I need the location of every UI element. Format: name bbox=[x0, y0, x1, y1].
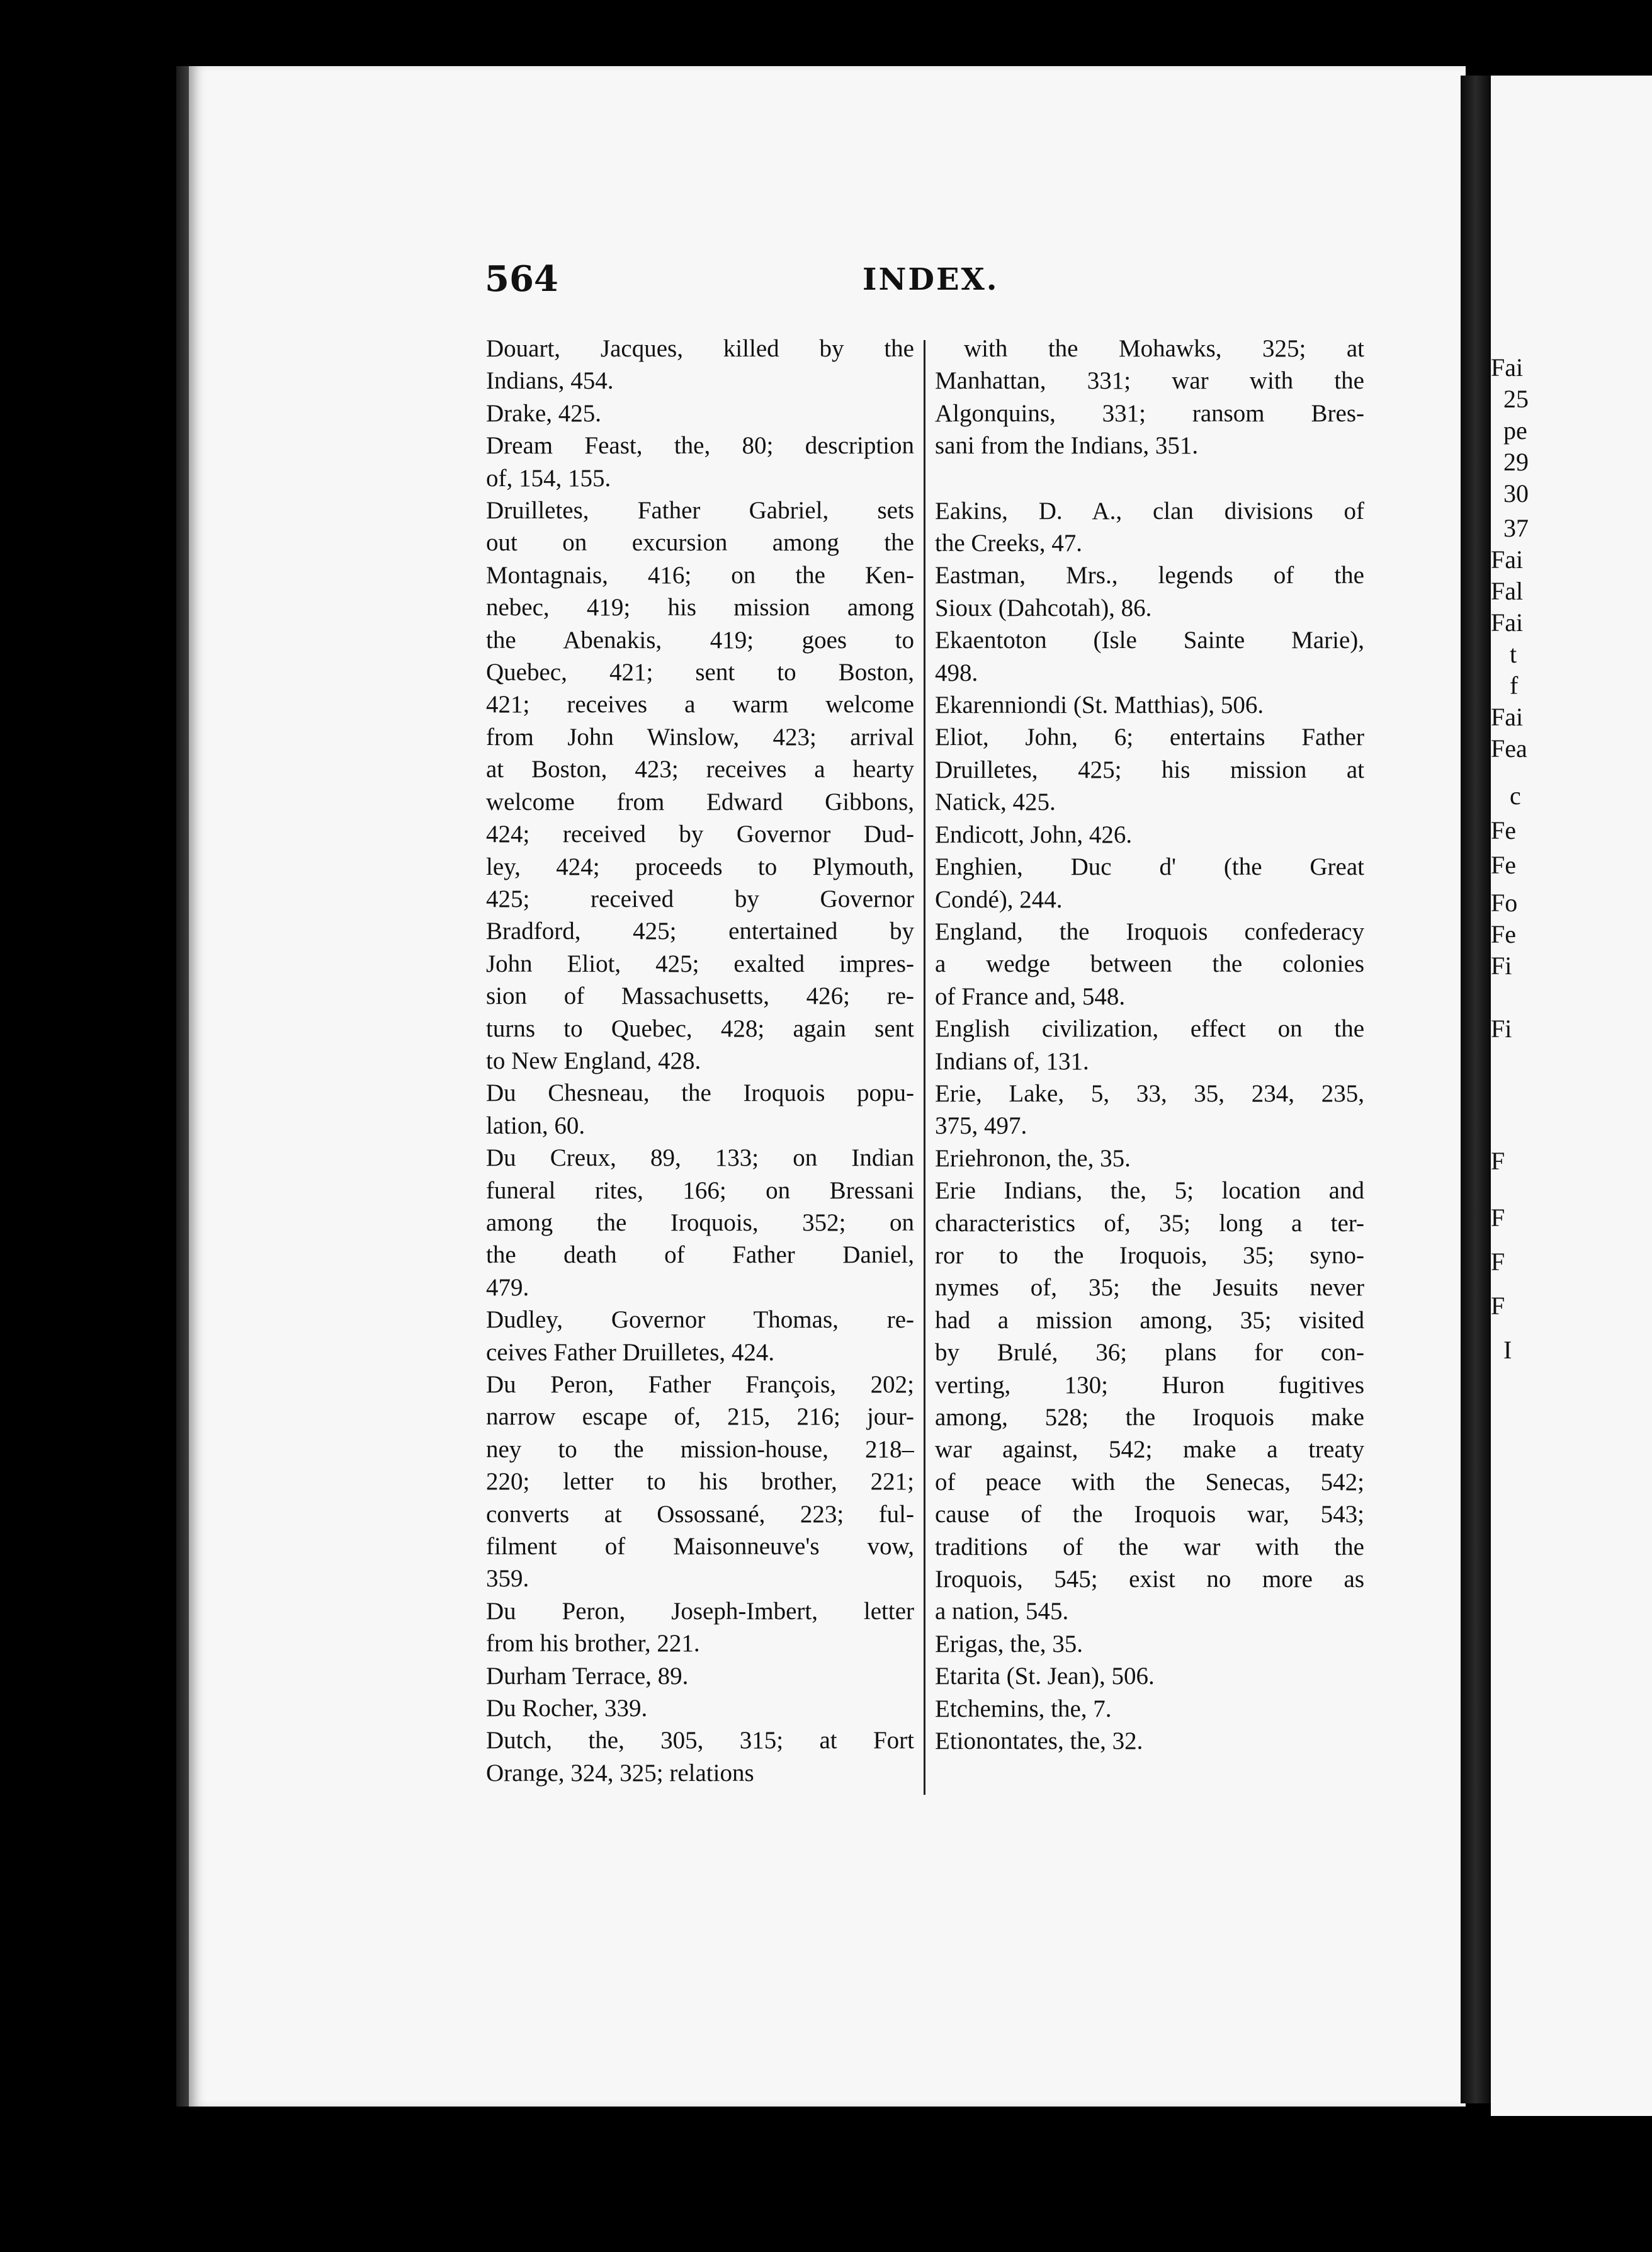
index-entry-line: had a mission among, 35; visited bbox=[935, 1306, 1364, 1334]
facing-page-fragment: Fo bbox=[1491, 889, 1518, 917]
index-entry-line: a wedge between the colonies bbox=[935, 950, 1364, 978]
entry-gap bbox=[935, 462, 1364, 495]
index-entry-line: 375, 497. bbox=[935, 1112, 1027, 1140]
index-entry-line: Erie, Lake, 5, 33, 35, 234, 235, bbox=[935, 1079, 1364, 1107]
index-entry-line: a nation, 545. bbox=[935, 1598, 1069, 1625]
facing-page-fragment: 37 bbox=[1503, 514, 1529, 542]
index-entry-line: Druilletes, Father Gabriel, sets bbox=[486, 497, 914, 525]
index-entry-line: lation, 60. bbox=[486, 1112, 586, 1139]
facing-page-fragment: Fi bbox=[1491, 952, 1512, 980]
facing-page-fragment: Fai bbox=[1491, 703, 1524, 731]
index-entry-line: English civilization, effect on the bbox=[935, 1015, 1364, 1043]
index-entry bbox=[935, 721, 1364, 818]
facing-page-fragment: Fe bbox=[1491, 920, 1516, 948]
facing-page bbox=[1491, 76, 1652, 2116]
index-entry-line: Eriehronon, the, 35. bbox=[935, 1144, 1131, 1172]
index-entry-line: Indians of, 131. bbox=[935, 1047, 1089, 1075]
index-entry-line: ror to the Iroquois, 35; syno- bbox=[935, 1241, 1364, 1269]
index-entry-line: with the Mohawks, 325; at bbox=[964, 335, 1364, 362]
index-entry-line: ney to the mission-house, 218– bbox=[486, 1435, 914, 1463]
facing-page-fragment: F bbox=[1491, 1147, 1505, 1175]
index-entry-line: nebec, 419; his mission among bbox=[486, 594, 914, 622]
index-entry-line: funeral rites, 166; on Bressani bbox=[486, 1176, 914, 1204]
index-entry bbox=[935, 495, 1364, 560]
index-entry-line: Du Chesneau, the Iroquois popu- bbox=[486, 1079, 914, 1107]
index-entry bbox=[486, 1724, 914, 1789]
index-entry-line: war against, 542; make a treaty bbox=[935, 1436, 1364, 1464]
index-entry-line: Endicott, John, 426. bbox=[935, 821, 1133, 848]
index-entry-line: 359. bbox=[486, 1565, 529, 1593]
index-entry bbox=[935, 916, 1364, 1013]
index-entry-line: Du Creux, 89, 133; on Indian bbox=[486, 1144, 914, 1172]
index-entry bbox=[935, 819, 1364, 851]
index-entry-line: 421; receives a warm welcome bbox=[486, 691, 914, 719]
index-entry-line: Ekaentoton (Isle Sainte Marie), bbox=[935, 627, 1364, 654]
index-entry-line: traditions of the war with the bbox=[935, 1533, 1364, 1561]
facing-page-text-fragments bbox=[1491, 76, 1652, 2116]
index-entry bbox=[935, 851, 1364, 916]
index-entry bbox=[935, 1660, 1364, 1692]
index-entry-line: among, 528; the Iroquois make bbox=[935, 1404, 1364, 1431]
facing-page-fragment: F bbox=[1491, 1248, 1505, 1276]
index-entry bbox=[935, 1174, 1364, 1628]
index-entry-line: Du Peron, Father François, 202; bbox=[486, 1371, 914, 1398]
index-entry-line: Enghien, Duc d' (the Great bbox=[935, 853, 1364, 881]
facing-page-fragment: Fi bbox=[1491, 1015, 1512, 1043]
index-entry-line: Natick, 425. bbox=[935, 788, 1056, 816]
index-entry bbox=[935, 624, 1364, 689]
index-entry bbox=[486, 1304, 914, 1368]
index-entry-line: Durham Terrace, 89. bbox=[486, 1662, 689, 1690]
index-entry-line: among the Iroquois, 352; on bbox=[486, 1208, 914, 1236]
index-entry-line: Eakins, D. A., clan divisions of bbox=[935, 497, 1364, 525]
index-entry-line: out on excursion among the bbox=[486, 529, 914, 557]
index-entry-line: Erie Indians, the, 5; location and bbox=[935, 1177, 1364, 1205]
index-entry-line: filment of Maisonneuve's vow, bbox=[486, 1533, 914, 1561]
index-entry bbox=[935, 559, 1364, 624]
index-entry-line: of France and, 548. bbox=[935, 982, 1126, 1010]
index-entry bbox=[935, 1142, 1364, 1174]
index-entry-line: cause of the Iroquois war, 543; bbox=[935, 1501, 1364, 1528]
index-entry-line: Quebec, 421; sent to Boston, bbox=[486, 659, 914, 686]
index-entry-line: Etionontates, the, 32. bbox=[935, 1727, 1143, 1755]
index-entry-line: 425; received by Governor bbox=[486, 885, 914, 913]
index-entry bbox=[486, 1077, 914, 1142]
index-entry-line: England, the Iroquois confederacy bbox=[935, 918, 1364, 945]
index-column-left bbox=[486, 333, 914, 1789]
index-entry-line: Douart, Jacques, killed by the bbox=[486, 335, 914, 362]
index-entry-line: verting, 130; Huron fugitives bbox=[935, 1371, 1364, 1399]
index-entry-line: converts at Ossossané, 223; ful- bbox=[486, 1500, 914, 1528]
index-entry-line: Bradford, 425; entertained by bbox=[486, 918, 914, 945]
facing-page-fragment: c bbox=[1510, 782, 1521, 810]
index-entry-line: Eastman, Mrs., legends of the bbox=[935, 562, 1364, 589]
index-entry-line: of peace with the Senecas, 542; bbox=[935, 1468, 1364, 1496]
index-entry-line: by Brulé, 36; plans for con- bbox=[935, 1339, 1364, 1367]
index-entry-line: 424; received by Governor Dud- bbox=[486, 821, 914, 848]
index-entry bbox=[486, 1595, 914, 1660]
facing-page-fragment: Fai bbox=[1491, 545, 1524, 574]
index-entry-line: 479. bbox=[486, 1273, 529, 1301]
index-entry-line: Iroquois, 545; exist no more as bbox=[935, 1566, 1364, 1593]
facing-page-fragment: I bbox=[1503, 1336, 1512, 1364]
index-entry-line: Condé), 244. bbox=[935, 885, 1063, 913]
index-entry-line: characteristics of, 35; long a ter- bbox=[935, 1209, 1364, 1237]
index-entry bbox=[486, 1142, 914, 1304]
facing-page-fragment: f bbox=[1510, 671, 1519, 700]
index-entry-line: Dream Feast, the, 80; description bbox=[486, 432, 914, 460]
facing-page-fragment: Fai bbox=[1491, 353, 1524, 382]
facing-page-fragment: 30 bbox=[1503, 479, 1529, 508]
index-entry-line: Etarita (St. Jean), 506. bbox=[935, 1663, 1155, 1690]
index-entry-line: at Boston, 423; receives a hearty bbox=[486, 756, 914, 783]
index-entry-line: Du Rocher, 339. bbox=[486, 1695, 648, 1722]
index-entry-line: narrow escape of, 215, 216; jour- bbox=[486, 1403, 914, 1431]
index-entry bbox=[935, 1725, 1364, 1757]
index-entry bbox=[935, 1628, 1364, 1660]
index-entry-line: the death of Father Daniel, bbox=[486, 1241, 914, 1269]
index-entry-line: nymes of, 35; the Jesuits never bbox=[935, 1274, 1364, 1302]
index-entry bbox=[486, 494, 914, 1077]
index-entry-line: welcome from Edward Gibbons, bbox=[486, 788, 914, 816]
facing-page-fragment: Fe bbox=[1491, 816, 1516, 844]
index-entry-line: Sioux (Dahcotah), 86. bbox=[935, 594, 1152, 622]
index-entry-line: ley, 424; proceeds to Plymouth, bbox=[486, 853, 914, 880]
index-entry-line: the Creeks, 47. bbox=[935, 530, 1082, 557]
index-entry bbox=[935, 1013, 1364, 1078]
index-entry-line: from John Winslow, 423; arrival bbox=[486, 723, 914, 751]
index-entry bbox=[486, 1660, 914, 1692]
index-entry bbox=[935, 333, 1364, 462]
index-entry-line: 498. bbox=[935, 659, 978, 686]
index-entry-line: Ekarenniondi (St. Matthias), 506. bbox=[935, 691, 1264, 719]
index-entry-line: turns to Quebec, 428; again sent bbox=[486, 1015, 914, 1042]
index-entry bbox=[935, 689, 1364, 721]
index-entry-line: ceives Father Druilletes, 424. bbox=[486, 1338, 775, 1366]
facing-page-fragment: Fea bbox=[1491, 734, 1527, 763]
facing-page-fragment: 29 bbox=[1503, 448, 1529, 476]
index-entry-line: Manhattan, 331; war with the bbox=[935, 367, 1364, 395]
facing-page-fragment: F bbox=[1491, 1203, 1505, 1232]
page-title: INDEX. bbox=[863, 262, 999, 297]
facing-page-fragment: Fai bbox=[1491, 608, 1524, 637]
facing-page-fragment: pe bbox=[1503, 416, 1527, 445]
facing-page-fragment: F bbox=[1491, 1292, 1505, 1320]
index-entry-line: Algonquins, 331; ransom Bres- bbox=[935, 399, 1364, 427]
facing-page-fragment: Fal bbox=[1491, 577, 1524, 605]
index-entry bbox=[486, 397, 914, 429]
index-column-right bbox=[935, 333, 1364, 1757]
index-entry-line: to New England, 428. bbox=[486, 1047, 701, 1074]
index-entry-line: Eliot, John, 6; entertains Father bbox=[935, 724, 1364, 751]
running-head bbox=[485, 258, 1385, 309]
facing-page-fragment: 25 bbox=[1503, 385, 1529, 413]
index-entry-line: Dutch, the, 305, 315; at Fort bbox=[486, 1727, 914, 1754]
index-entry-line: Dudley, Governor Thomas, re- bbox=[486, 1306, 914, 1334]
index-entry-line: John Eliot, 425; exalted impres- bbox=[486, 950, 914, 977]
index-entry-line: sion of Massachusetts, 426; re- bbox=[486, 982, 914, 1010]
index-entry-line: Du Peron, Joseph-Imbert, letter bbox=[486, 1597, 914, 1625]
column-divider bbox=[924, 340, 925, 1795]
index-entry-line: Drake, 425. bbox=[486, 399, 602, 427]
index-entry-line: Druilletes, 425; his mission at bbox=[935, 756, 1364, 783]
index-entry bbox=[935, 1693, 1364, 1725]
index-entry-line: of, 154, 155. bbox=[486, 464, 611, 492]
page-number: 564 bbox=[485, 258, 558, 300]
index-entry-line: Erigas, the, 35. bbox=[935, 1630, 1083, 1658]
index-entry-line: Etchemins, the, 7. bbox=[935, 1695, 1112, 1722]
book-gutter bbox=[1461, 76, 1491, 2103]
index-entry bbox=[486, 1692, 914, 1724]
index-entry-line: Montagnais, 416; on the Ken- bbox=[486, 561, 914, 589]
index-entry-line: sani from the Indians, 351. bbox=[935, 432, 1199, 460]
index-entry-line: 220; letter to his brother, 221; bbox=[486, 1468, 914, 1496]
index-entry-line: Indians, 454. bbox=[486, 367, 614, 395]
facing-page-fragment: Fe bbox=[1491, 851, 1516, 879]
index-entry-line: from his brother, 221. bbox=[486, 1630, 700, 1658]
index-entry bbox=[486, 1368, 914, 1595]
index-entry-line: the Abenakis, 419; goes to bbox=[486, 626, 914, 654]
facing-page-fragment: t bbox=[1510, 640, 1517, 668]
index-entry bbox=[486, 429, 914, 494]
index-entry bbox=[486, 333, 914, 397]
index-entry-line: Orange, 324, 325; relations bbox=[486, 1759, 754, 1787]
index-entry bbox=[935, 1078, 1364, 1142]
